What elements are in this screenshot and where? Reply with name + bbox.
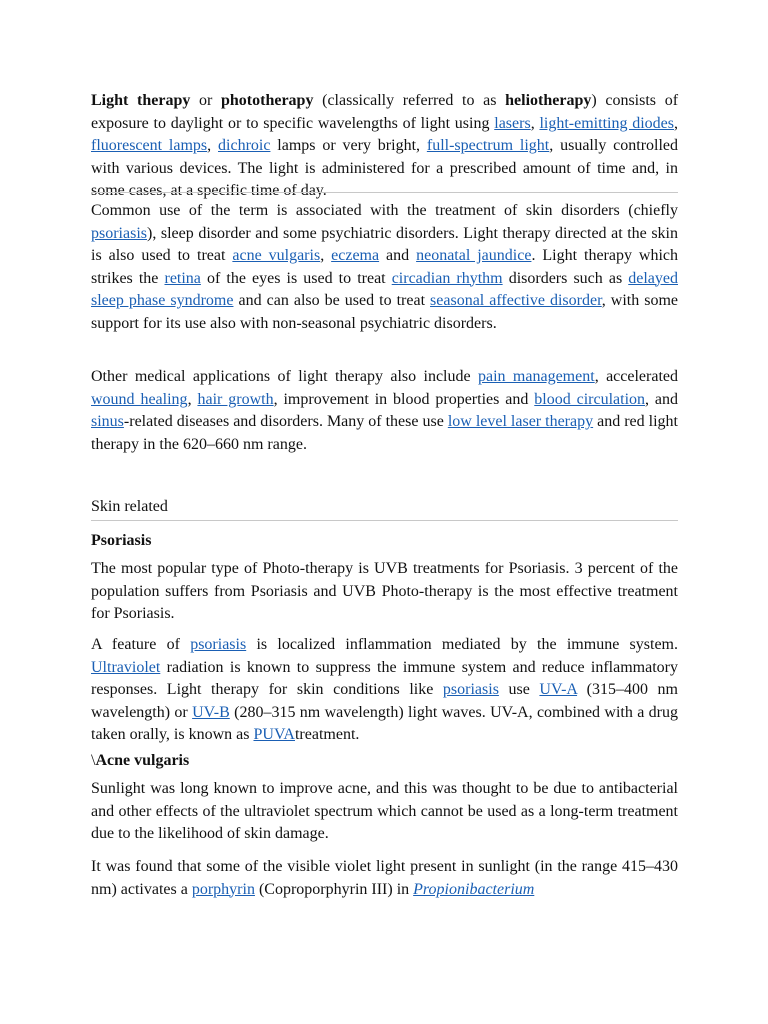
section-title: Skin related xyxy=(91,498,168,515)
link-blood-circulation[interactable]: blood circulation xyxy=(534,390,646,408)
text: lamps or very bright, xyxy=(270,137,427,154)
section-skin-related xyxy=(91,496,678,518)
link-light-emitting-diodes[interactable]: light-emitting diodes xyxy=(539,114,675,132)
acne-paragraph-2 xyxy=(91,856,678,901)
text: , xyxy=(530,114,540,132)
text: and xyxy=(379,247,417,264)
text: and can also be used to treat xyxy=(233,292,431,309)
text: of the eyes is used to treat xyxy=(200,269,392,287)
acne-paragraph-1 xyxy=(91,778,678,846)
other-applications-paragraph xyxy=(91,366,678,456)
text: A feature of xyxy=(91,636,191,653)
text: Other medical applications of light therapy also include xyxy=(91,368,478,385)
link-propionibacterium[interactable] xyxy=(413,881,534,898)
intro-paragraph xyxy=(91,90,678,203)
psoriasis-heading: Psoriasis xyxy=(91,532,152,549)
text: , improvement in blood properties and xyxy=(273,390,535,408)
link-psoriasis[interactable]: psoriasis xyxy=(190,636,247,653)
text: -related diseases and disorders. Many of these use xyxy=(123,413,448,430)
text: is localized inflammation mediated by the immune system. xyxy=(246,636,679,653)
acne-heading: Acne vulgaris xyxy=(95,752,190,769)
paragraph-text: The most popular type of Photo-therapy is UVB treatments for Psoriasis. 3 percent of the population suffers from Psoriasis and UVB Photo-therapy is the most effective treatment for Psoriasis. xyxy=(91,560,678,622)
text: , accelerated xyxy=(594,368,679,385)
link-full-spectrum-light[interactable]: full-spectrum light xyxy=(426,137,550,154)
text: ) consists of exposure to daylight or to specific wavelengths of light using xyxy=(91,92,679,132)
text: (280–315 nm wavelength) light waves. UV-A, combined with a drug taken orally, is known as xyxy=(91,703,678,743)
text: , xyxy=(674,114,679,132)
link-dichroic[interactable]: dichroic xyxy=(218,137,271,154)
text: , usually controlled with various devices. The light is administered for a prescribed amount of time and, in some cases, at a specific time of day. xyxy=(91,137,679,199)
acne-section xyxy=(91,750,678,772)
text: radiation is known to suppress the immune system and reduce inflammatory responses. Light therapy for skin conditions like xyxy=(91,658,678,698)
link-psoriasis[interactable]: psoriasis xyxy=(442,681,499,698)
text: , xyxy=(187,390,198,408)
text: use xyxy=(498,681,540,698)
text: , xyxy=(320,247,332,264)
text: ), sleep disorder and some psychiatric disorders. Light therapy directed at the skin is also used to treat xyxy=(91,224,678,264)
link-porphyrin[interactable]: porphyrin xyxy=(191,880,255,898)
text: and red light therapy in the 620–660 nm range. xyxy=(91,413,678,453)
link-sinus[interactable]: sinus xyxy=(91,413,124,430)
link-acne-vulgaris[interactable]: acne vulgaris xyxy=(232,247,321,264)
text: , xyxy=(207,137,219,154)
link-uv-a[interactable]: UV-A xyxy=(539,681,578,698)
link-seasonal-affective-disorder[interactable]: seasonal affective disorder xyxy=(430,292,602,309)
text: , with some support for its use also with non-seasonal psychiatric disorders. xyxy=(91,292,679,332)
text: , and xyxy=(645,390,679,408)
link-psoriasis[interactable]: psoriasis xyxy=(91,224,147,242)
text: (Coproporphyrin III) in xyxy=(254,880,414,898)
link-low-level-laser-therapy[interactable]: low level laser therapy xyxy=(447,413,594,430)
text: treatment. xyxy=(294,726,360,743)
psoriasis-paragraph-2 xyxy=(91,634,678,747)
paragraph-text: Sunlight was long known to improve acne, and this was thought to be due to antibacterial and other effects of the ultraviolet spectrum which cannot be used as a long-term treatment due to the likelihood of skin damage. xyxy=(91,780,678,842)
link-uv-b[interactable]: UV-B xyxy=(192,703,230,721)
text: . Light therapy which strikes the xyxy=(91,247,679,287)
text: (315–400 nm wavelength) or xyxy=(91,681,679,721)
common-use-paragraph xyxy=(91,200,678,335)
text: (classically referred to as xyxy=(313,92,506,109)
heading-prefix: \ xyxy=(91,752,96,769)
psoriasis-paragraph-1 xyxy=(91,558,678,626)
text: Common use of the term is associated with the treatment of skin disorders (chiefly xyxy=(91,202,678,219)
divider xyxy=(91,520,678,521)
term-phototherapy: phototherapy xyxy=(221,92,314,109)
link-delayed-sleep-phase-syndrome[interactable]: delayed sleep phase syndrome xyxy=(91,269,678,309)
text: or xyxy=(190,92,221,109)
link-lasers[interactable]: lasers xyxy=(494,114,531,132)
term-light-therapy: Light therapy xyxy=(91,92,191,109)
link-pain-management[interactable]: pain management xyxy=(478,368,595,385)
link-neonatal-jaundice[interactable]: neonatal jaundice xyxy=(416,247,532,264)
link-retina[interactable]: retina xyxy=(164,269,201,287)
divider xyxy=(91,192,678,193)
italic-text: Propionibacterium xyxy=(413,880,535,898)
link-hair-growth[interactable]: hair growth xyxy=(197,390,274,408)
link-puva[interactable]: PUVA xyxy=(253,726,295,743)
text: It was found that some of the visible violet light present in sunlight (in the range 415–430 nm) activates a xyxy=(91,858,678,898)
link-ultraviolet[interactable]: Ultraviolet xyxy=(91,658,161,676)
link-eczema[interactable]: eczema xyxy=(331,247,380,264)
link-wound-healing[interactable]: wound healing xyxy=(91,390,188,408)
link-circadian-rhythm[interactable]: circadian rhythm xyxy=(391,269,503,287)
term-heliotherapy: heliotherapy xyxy=(505,92,592,109)
text: disorders such as xyxy=(502,269,629,287)
psoriasis-section xyxy=(91,530,678,552)
link-fluorescent-lamps[interactable]: fluorescent lamps xyxy=(91,137,208,154)
